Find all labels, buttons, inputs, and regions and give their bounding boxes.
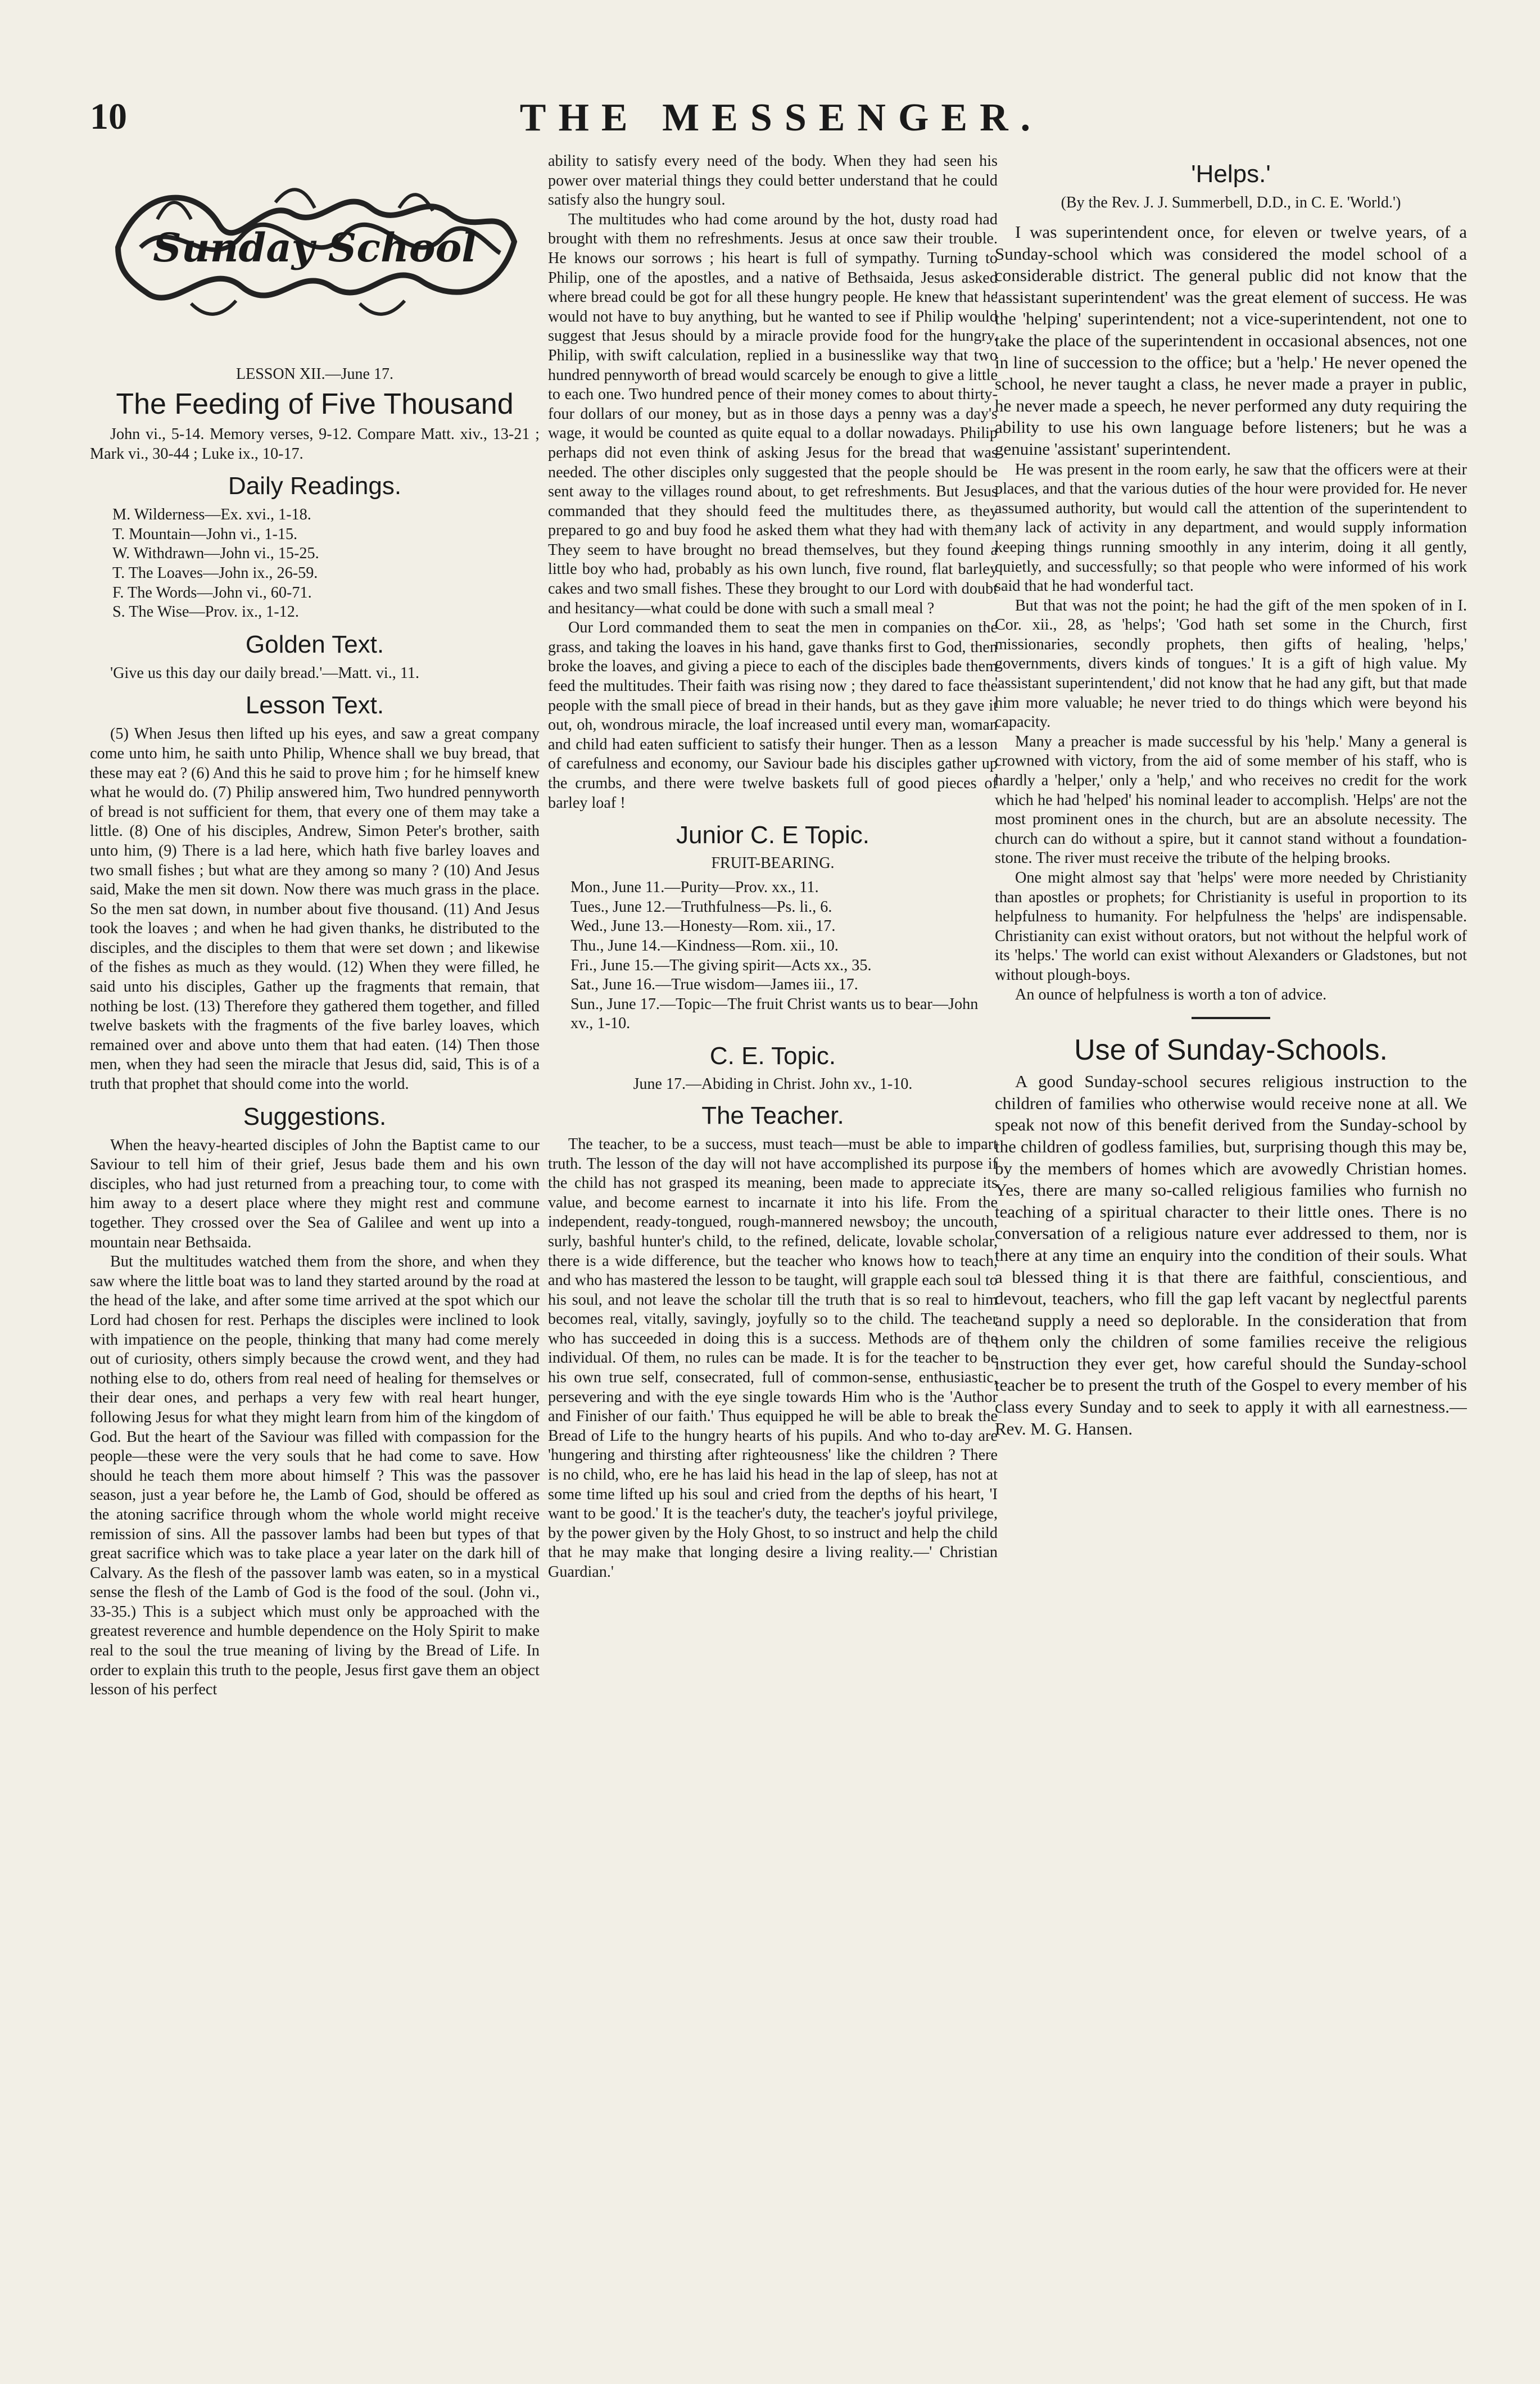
column-3 xyxy=(995,152,1467,1440)
ornament-flourish-icon xyxy=(107,163,523,332)
helps-article xyxy=(995,221,1467,460)
page-number: 10 xyxy=(90,96,127,137)
helps-heading: 'Helps.' xyxy=(1191,160,1271,188)
daily-readings-list xyxy=(112,505,540,622)
golden-text: 'Give us this day our daily bread.'—Matt. vi., 11. xyxy=(110,664,420,682)
junior-ce-list xyxy=(570,878,998,1034)
list-item: S. The Wise—Prov. ix., 1-12. xyxy=(112,603,299,621)
lesson-title: The Feeding of Five Thousand xyxy=(116,388,514,420)
daily-readings-heading: Daily Readings. xyxy=(228,472,402,500)
lesson-continued-paragraph: ability to satisfy every need of the body. When they had seen his power over material things they could better understand that he could satisfy also the hungry soul. xyxy=(548,152,998,209)
list-item: F. The Words—John vi., 60-71. xyxy=(112,583,312,601)
list-item: Sat., June 16.—True wisdom—James iii., 17. xyxy=(570,976,858,994)
list-item: Wed., June 13.—Honesty—Rom. xii., 17. xyxy=(570,917,836,935)
list-item: T. Mountain—John vi., 1-15. xyxy=(112,525,298,543)
helps-byline: (By the Rev. J. J. Summerbell, D.D., in C. E. 'World.') xyxy=(1061,194,1401,211)
list-item: W. Withdrawn—John vi., 15-25. xyxy=(112,545,319,563)
ce-topic-heading: C. E. Topic. xyxy=(709,1042,836,1070)
list-item: M. Wilderness—Ex. xvi., 1-18. xyxy=(112,506,311,524)
column-2 xyxy=(548,152,998,1582)
use-of-sunday-schools-heading: Use of Sunday-Schools. xyxy=(1074,1034,1388,1067)
lesson-text: (5) When Jesus then lifted up his eyes, and saw a great company come unto him, he saith unto Philip, Whence shall we buy bread, that these may eat ? (6) And this he said to prove him ; for he himself knew what he would do. (7) Philip answered him, Two hundred pennyworth of bread is not sufficient for them, that every one of them may take a little. (8) One of his disciples, Andrew, Simon Peter's brother, saith unto him, (9) There is a lad here, which hath five barley loaves and two small fishes ; but what are they among so many ? (10) And Jesus said, Make the men sit down. Now there was much grass in the place. So the men sat down, in number about five thousand. (11) And Jesus took the loaves ; and when he had given thanks, he distributed to the disciples, and the disciples to them that were set down ; and likewise of the fishes as much as they would. (12) When they were filled, he said unto his disciples, Gather up the fragments that remain, that nothing be lost. (13) Therefore they gathered them together, and filled twelve baskets with the fragments of the five barley loaves, which remained over and above unto them that had eaten. (14) Then those men, when they had seen the miracle that Jesus did, said, This is of a truth that prophet that should come into the world. xyxy=(90,725,540,1093)
list-item: Fri., June 15.—The giving spirit—Acts xx., 35. xyxy=(570,956,872,974)
helps-paragraph: I was superintendent once, for eleven or twelve years, of a Sunday-school which was considered the model school of a considerable district. The general public did not know that the 'assistant superintendent' was the great element of success. He was the 'helping' superintendent; not a vice-superintendent, not one to take the place of the superintendent in occasional absences, not one in line of succession to the office; but a 'help.' He never opened the school, he never taught a class, he never made a prayer in public, he never made a speech, he never performed any duty requiring the ability to use his own language before listeners; but he was a genuine 'assistant' superintendent. xyxy=(995,222,1467,459)
ornament-text: Sunday School xyxy=(153,224,477,271)
teacher-heading: The Teacher. xyxy=(701,1101,844,1129)
helps-paragraph: He was present in the room early, he saw that the officers were at their places, and that the various duties of the hour were provided for. He never assumed authority, but would call the attention of the superintendent to any lack of activity in any department, and would supply information keeping things running smoothly in any interim, doing it all gently, quietly, and successfully; so that people who were informed of his work said that he had wonderful tact. xyxy=(995,460,1467,595)
suggestions-heading: Suggestions. xyxy=(243,1102,387,1130)
sunday-school-ornament xyxy=(107,163,523,332)
helps-paragraph: Many a preacher is made successful by his 'help.' Many a general is crowned with victory, from the aid of some member of his staff, who is hardly a 'helper,' only a 'help,' and who receives no credit for the work which he had 'helped' his nominal leader to accomplish. 'Helps' are not the most prominent ones in the church, but are an absolute necessity. The church can do without a spire, but it cannot stand without a foundation-stone. The river must receive the tribute of the helping brooks. xyxy=(995,732,1467,867)
suggestions-paragraph: When the heavy-hearted disciples of John the Baptist came to our Saviour to tell him of their grief, Jesus bade them and his own disciples, who had just returned from a preaching tour, to come with him away to a desert place where they might rest and commune together. They crossed over the Sea of Galilee and went up into a mountain near Bethsaida. xyxy=(90,1136,540,1251)
list-item: Thu., June 14.—Kindness—Rom. xii., 10. xyxy=(570,937,839,954)
lesson-reference: John vi., 5-14. Memory verses, 9-12. Compare Matt. xiv., 13-21 ; Mark vi., 30-44 ; Luke ix., 10-17. xyxy=(90,426,540,463)
section-divider xyxy=(1192,1017,1270,1019)
list-item: Tues., June 12.—Truthfulness—Ps. li., 6. xyxy=(570,898,832,916)
page-header xyxy=(90,96,1473,146)
ce-topic-text: June 17.—Abiding in Christ. John xv., 1-10. xyxy=(633,1075,913,1093)
helps-paragraph: An ounce of helpfulness is worth a ton of advice. xyxy=(1015,985,1327,1003)
column-1 xyxy=(90,152,540,1700)
masthead-title: THE MESSENGER. xyxy=(519,96,1043,139)
lesson-continued-paragraph: The multitudes who had come around by the hot, dusty road had brought with them no refreshments. Jesus at once saw their trouble. He knows our sorrows ; his heart is full of sympathy. Turning to Philip, one of the apostles, and a native of Bethsaida, Jesus asked where bread could be got for all these hungry people. He knew that he would not have to buy anything, but he wanted to see if Philip would suggest that Jesus should by a miracle provide food for the hungry. Philip, with swift calculation, replied in a businesslike way that two hundred pennyworth of bread would scarcely be enough to give a little to each one. Two hundred pence of their money comes to about thirty-four dollars of our money, but as in those days a penny was a day's wage, it would be counted as quite equal to a dollar nowadays. Philip perhaps did not even think of asking Jesus for the bread that was needed. The other disciples only suggested that the people should be sent away to the villages round about, to get refreshments. But Jesus commanded that they should feed the multitudes there, as they prepared to go and buy food he asked them what they had with them. They seem to have brought no bread themselves, but they found a little boy who had, probably as his own lunch, five round, flat barley cakes and two small fishes. These they brought to our Lord with doubt and hesitancy—what could be done with such a small meal ? xyxy=(548,210,998,617)
use-article xyxy=(995,1071,1467,1440)
lesson-label: LESSON XII.—June 17. xyxy=(236,365,393,383)
suggestions-paragraph: But the multitudes watched them from the shore, and when they saw where the little boat was to land they started around by the road at the head of the lake, and after some time arrived at the spot which our Lord had chosen for rest. Perhaps the disciples were inclined to look with impatience on the people, thinking that many had come merely out of curiosity, others simply because the crowd went, and they had nothing else to do, others from real need of healing for themselves or their dear ones, and perhaps a very few with real heart hunger, following Jesus for what they might learn from him of the kingdom of God. But the heart of the Saviour was filled with compassion for the people—these were the very souls that he had come to save. How should he teach them more about himself ? This was the passover season, just a year before he, the Lamb of God, should be offered as the atoning sacrifice through whom the whole world might receive remission of sins. All the passover lambs had been but types of that great sacrifice which was to take place a year later on the dark hill of Calvary. As the flesh of the passover lamb was eaten, so in a mystical sense the flesh of the Lamb of God is the food of the soul. (John vi., 33-35.) This is a subject which must only be approached with the greatest reverence and humble dependence on the Holy Spirit to make real to the soul the true meaning of living by the Bread of Life. In order to explain this truth to the people, Jesus first gave them an object lesson of his perfect xyxy=(90,1253,540,1699)
use-paragraph: A good Sunday-school secures religious instruction to the children of families who otherwise would receive none at all. We speak not now of this benefit derived from the Sunday-school by the children of godless families, but, surprising though this may be, by the members of homes which are avowedly Christian homes. Yes, there are many so-called religious families who furnish no teaching of a spiritual character to their little ones. There is no conversation of a religious nature ever addressed to them, nor is there at any time an enquiry into the condition of their souls. What a blessed thing it is that there are faithful, conscientious, and devout, teachers, who fill the gap left vacant by neglectful parents and supply a need so deplorable. In the consideration that from them only the children of some families receive the religious instruction they ever get, how careful should the Sunday-school teacher be to present the truth of the Gospel to every member of his class every Sunday and to seek to apply it with all earnestness.—Rev. M. G. Hansen. xyxy=(995,1071,1467,1438)
lesson-continued-paragraph: Our Lord commanded them to seat the men in companies on the grass, and taking the loaves in his hand, gave thanks first to God, then broke the loaves, and giving a piece to each of the disciples bade them feed the multitudes. Their faith was rising now ; they dared to face the people with the small piece of bread in their hands, but as they gave it out, oh, wondrous miracle, the loaf increased until every man, woman and child had eaten sufficient to satisfy their hunger. Then as a lesson of carefulness and economy, our Saviour bade his disciples gather up the crumbs, and there were twelve baskets full of good pieces of barley loaf ! xyxy=(548,619,998,812)
list-item: Mon., June 11.—Purity—Prov. xx., 11. xyxy=(570,879,819,897)
helps-paragraph: One might almost say that 'helps' were more needed by Christianity than apostles or prophets; for Christianity is useful in proportion to its helpfulness to humanity. For helpfulness the 'helps' are indispensable. Christianity can exist without orators, but not without the helpful work of its 'helps.' The world can exist without Alexanders or Gladstones, but not without plough-boys. xyxy=(995,869,1467,984)
list-item: Sun., June 17.—Topic—The fruit Christ wants us to bear—John xv., 1-10. xyxy=(570,995,979,1033)
junior-ce-heading: Junior C. E Topic. xyxy=(676,821,869,849)
helps-paragraph: But that was not the point; he had the gift of the men spoken of in I. Cor. xii., 28, as 'helps'; 'God hath set some in the Church, first missionaries, secondly prophets, then gifts of healing, 'helps,' governments, divers kinds of tongues.' It is a gift of high value. My 'assistant superintendent,' did not know that he had any gift, but that made him more valuable; he never tried to do things which were beyond his capacity. xyxy=(995,596,1467,731)
lesson-text-heading: Lesson Text. xyxy=(245,691,384,720)
junior-ce-subheading: FRUIT-BEARING. xyxy=(711,854,835,872)
golden-text-heading: Golden Text. xyxy=(245,630,384,658)
list-item: T. The Loaves—John ix., 26-59. xyxy=(112,564,318,582)
teacher-paragraph: The teacher, to be a success, must teach—must be able to impart truth. The lesson of the day will not have accomplished its purpose if the child has not grasped its meaning, been made to appreciate its value, and become earnest to incarnate it into his life. From the independent, ready-tongued, rough-mannered newsboy; the uncouth, surly, bashful hunter's child, to the refined, delicate, lovable scholar, there is a wide difference, but the teacher who knows how to teach, and who has mastered the lesson to be taught, will grapple each soul to his soul, and not leave the scholar till the truth that is so real to him becomes real, vitally, savingly, joyfully so to the child. The teacher who has succeeded in doing this is a success. Methods are of the individual. Of them, no rules can be made. It is for the teacher to be his own true self, consecrated, full of common-sense, enthusiastic, persevering and with the eye single towards Him who is the 'Author and Finisher of our faith.' Thus equipped he will be able to break the Bread of Life to the hungry hearts of his pupils. And who to-day are 'hungering and thirsting after righteousness' like the children ? There is no child, who, ere he has laid his head in the lap of sleep, has not at some time lifted up his soul and cried from the depths of his heart, 'I want to be good.' It is the teacher's duty, the teacher's joyful privilege, by the power given by the Holy Ghost, to so instruct and help the child that he may make that longing desire a living reality.—' Christian Guardian.' xyxy=(548,1135,998,1581)
